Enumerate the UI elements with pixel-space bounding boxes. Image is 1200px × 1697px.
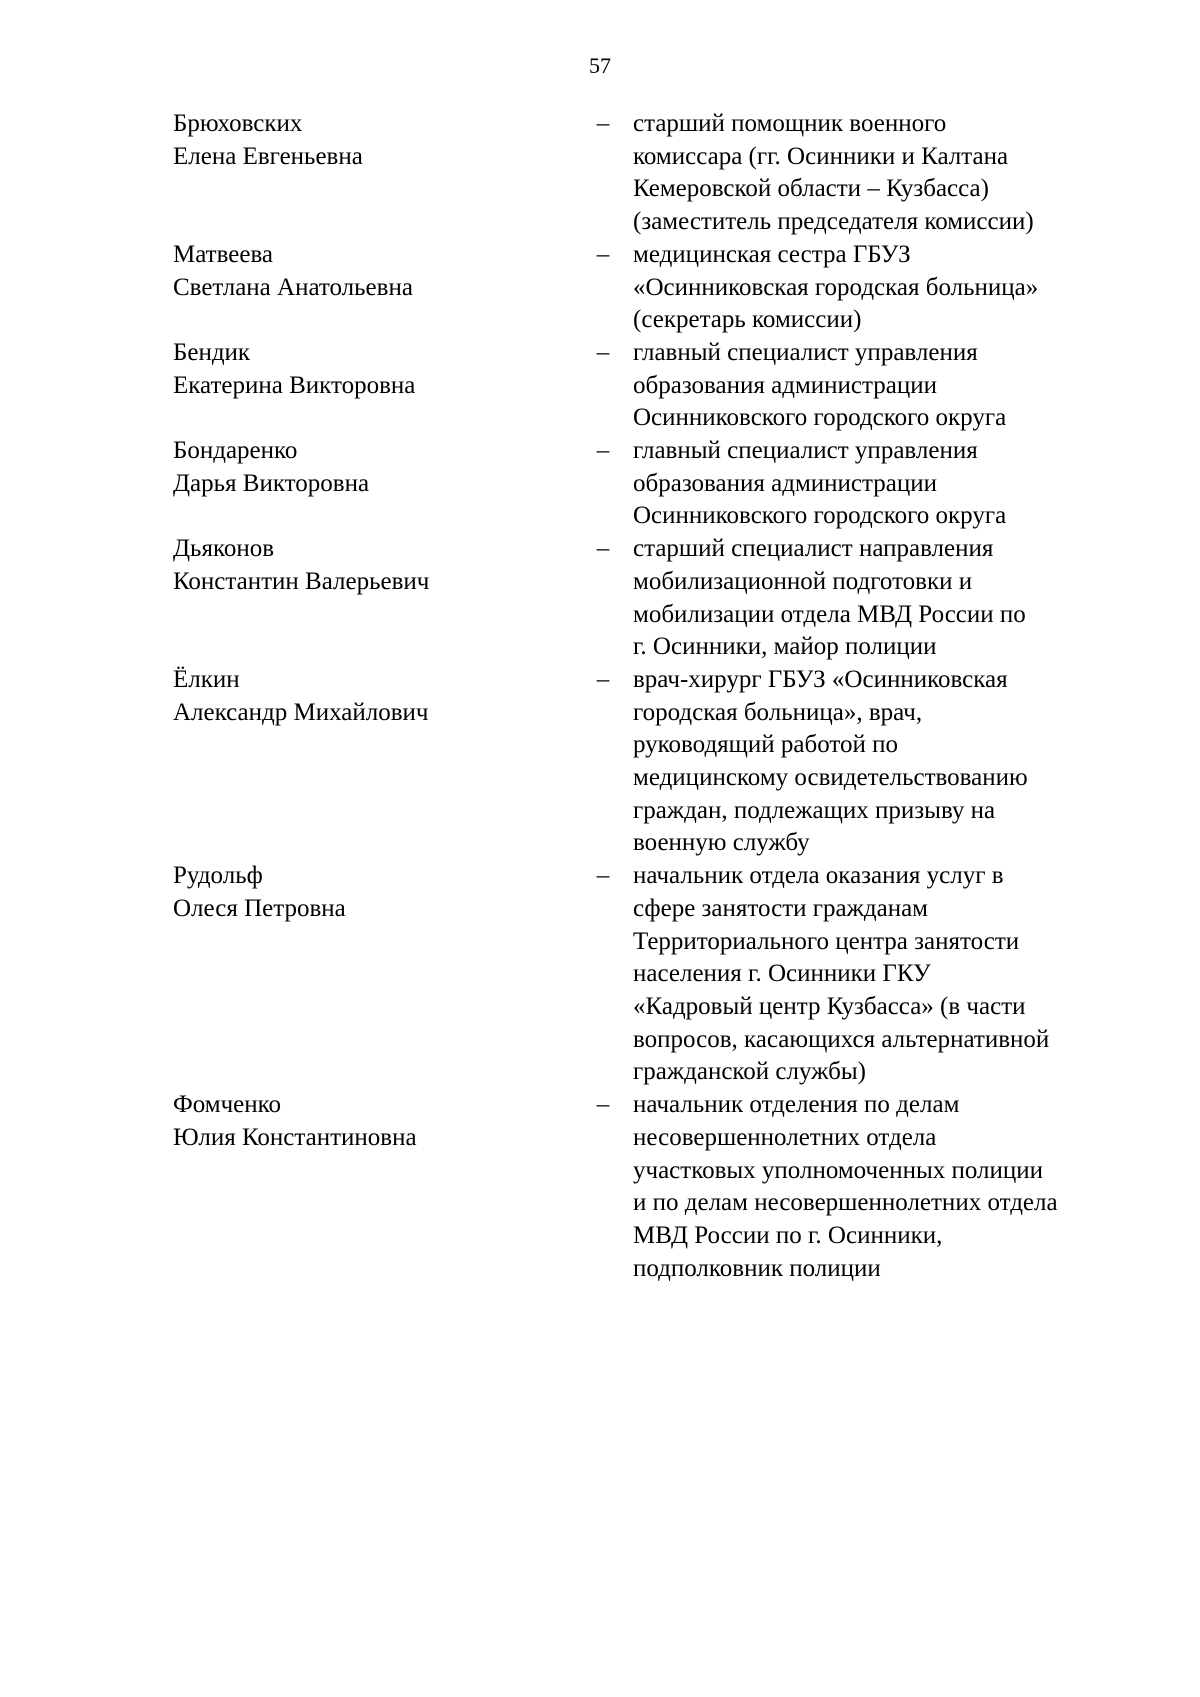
member-row <box>173 108 1133 239</box>
member-surname: Бондаренко <box>173 437 298 465</box>
member-role: главный специалист управления образования администрации Осинниковского городского округа <box>633 437 1007 530</box>
member-row <box>173 239 1133 337</box>
page-number: 57 <box>589 53 611 78</box>
dash-separator: – <box>596 338 610 366</box>
member-name <box>173 860 573 1089</box>
member-name <box>173 337 573 435</box>
member-surname: Фомченко <box>173 1091 282 1119</box>
member-role: медицинская сестра ГБУЗ «Осинниковская городская больница» (секретарь комиссии) <box>633 240 1039 334</box>
member-name <box>173 239 573 337</box>
member-name <box>173 1089 573 1285</box>
member-name <box>173 533 573 664</box>
member-given-names: Константин Валерьевич <box>173 567 430 595</box>
member-name <box>173 108 573 239</box>
member-role: старший помощник военного комиссара (гг. Осинники и Калтана Кемеровской области – Кузбасса) (заместитель председателя комиссии) <box>633 110 1034 236</box>
member-row <box>173 533 1133 664</box>
member-given-names: Екатерина Викторовна <box>173 371 416 399</box>
dash-separator: – <box>596 535 610 563</box>
member-given-names: Александр Михайлович <box>173 698 429 726</box>
member-row <box>173 435 1133 533</box>
member-row <box>173 860 1133 1089</box>
member-given-names: Дарья Викторовна <box>173 469 370 497</box>
dash-separator: – <box>596 1091 610 1119</box>
member-surname: Дьяконов <box>173 535 275 563</box>
member-role: старший специалист направления мобилизационной подготовки и мобилизации отдела МВД России по г. Осинники, майор полиции <box>633 535 1026 661</box>
member-role: начальник отделения по делам несовершеннолетних отдела участковых уполномоченных полиции и по делам несовершеннолетних отдела МВД России по г. Осинники, подполковник полиции <box>633 1091 1058 1282</box>
member-given-names: Олеся Петровна <box>173 894 346 922</box>
member-given-names: Светлана Анатольевна <box>173 273 413 301</box>
member-surname: Ёлкин <box>173 665 240 693</box>
member-role: главный специалист управления образования администрации Осинниковского городского округа <box>633 338 1007 432</box>
member-role: врач-хирург ГБУЗ «Осинниковская городская больница», врач, руководящий работой по медицинскому освидетельствованию граждан, подлежащих призыву на военную службу <box>633 665 1028 857</box>
member-row <box>173 1089 1133 1285</box>
member-given-names: Елена Евгеньевна <box>173 142 363 170</box>
member-surname: Брюховских <box>173 110 303 137</box>
dash-separator: – <box>596 110 610 137</box>
dash-separator: – <box>596 665 610 693</box>
member-name <box>173 664 573 860</box>
dash-separator: – <box>596 862 610 890</box>
member-name <box>173 435 573 533</box>
member-surname: Матвеева <box>173 240 274 268</box>
member-list <box>173 108 1133 1285</box>
dash-separator: – <box>596 437 610 465</box>
member-given-names: Юлия Константиновна <box>173 1123 417 1151</box>
member-surname: Рудольф <box>173 862 263 890</box>
member-role: начальник отдела оказания услуг в сфере занятости гражданам Территориального центра занятости населения г. Осинники ГКУ «Кадровый центр Кузбасса» (в части вопросов, касающихся альтернативной гражданской службы) <box>633 862 1050 1086</box>
member-row <box>173 664 1133 860</box>
dash-separator: – <box>596 240 610 268</box>
member-surname: Бендик <box>173 338 251 366</box>
member-row <box>173 337 1133 435</box>
